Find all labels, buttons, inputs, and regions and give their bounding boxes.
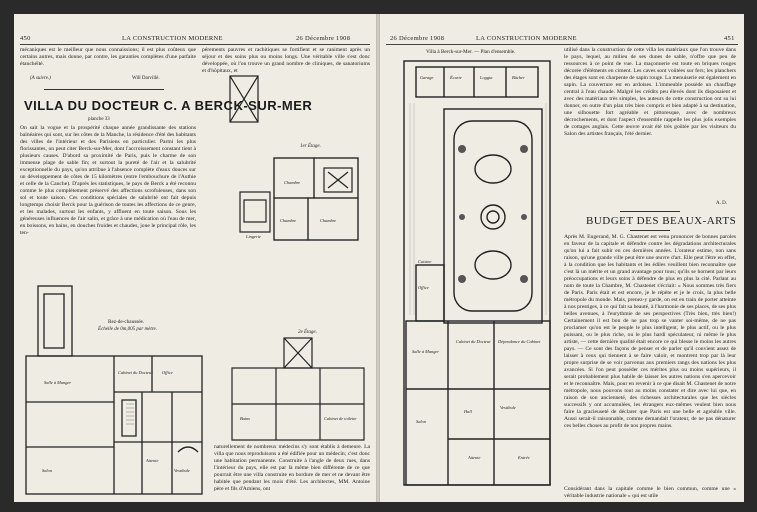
second-floor-label: 2e Étage. <box>298 330 317 335</box>
site-label-salle-a-manger: Salle à Manger <box>412 349 440 354</box>
right-header-rule <box>386 44 738 45</box>
site-label-attente: Attente <box>468 455 481 460</box>
room-label-lingerie: Lingerie <box>246 234 261 239</box>
left-running-title: LA CONSTRUCTION MODERNE <box>122 35 223 42</box>
room-label-cabinet: Cabinet du Docteur <box>118 370 153 375</box>
left-page-number: 450 <box>20 35 31 42</box>
figure-caption: Villa à Berck-sur-Mer. — Plan d'ensemble. <box>426 49 516 55</box>
plate-ref: planche 33 <box>88 117 110 122</box>
site-label-bucher: Bûcher <box>512 75 525 80</box>
room-label-chambre-3: Chambre <box>320 218 337 223</box>
room-label-office: Office <box>162 370 173 375</box>
first-floor-label: 1er Étage. <box>300 144 321 149</box>
site-label-loggia: Loggia <box>480 75 493 80</box>
right-page <box>380 14 744 502</box>
site-label-salon: Salon <box>416 419 427 424</box>
room-label-chambre-2: Chambre <box>280 218 297 223</box>
budget-top-rule <box>620 211 680 212</box>
right-page-number: 451 <box>724 35 735 42</box>
room-label-bains: Bains <box>240 416 251 421</box>
left-page <box>14 14 376 502</box>
article-title: VILLA DU DOCTEUR C. A BERCK-SUR-MER <box>24 98 313 113</box>
site-label-cabinet: Cabinet du Docteur <box>456 339 491 344</box>
ground-floor-scale: Échelle de 0m,005 par mètre. <box>98 327 157 332</box>
left-date: 26 Décembre 1908 <box>296 35 351 42</box>
site-label-entree: Entrée <box>518 455 530 460</box>
first-floor-plan <box>224 72 364 244</box>
second-floor-plan-drawing <box>228 334 368 444</box>
right-column-signature: A. D. <box>716 201 727 206</box>
column-two-text: pérements pauvres et rachitiques se fortifient et se raniment après un séjour et des soins plus ou moins longs. Une véritable ville s'est donc développée, où l'on trouve un grand nombre de cliniques, de sanatoriums et d'hôpitaux, et <box>202 47 370 74</box>
intro-text: mécaniques est le meilleur que nous connaissions; il est plus coûteux que certains autres, mais donne, par contre, les garanties complètes d'une parfaite étanchéité. <box>20 47 196 67</box>
second-floor-plan <box>228 330 368 444</box>
room-label-toilette: Cabinet de toilette <box>324 416 357 421</box>
site-label-cuisine: Cuisine <box>418 259 432 264</box>
room-label-salon: Salon <box>42 468 53 473</box>
site-label-vestibule: Vestibule <box>500 405 516 410</box>
site-plan-drawing <box>402 59 552 489</box>
left-header-rule <box>20 44 370 45</box>
right-running-title: LA CONSTRUCTION MODERNE <box>476 35 577 42</box>
budget-bottom-rule <box>630 230 670 231</box>
site-label-ecurie: Écurie <box>450 75 462 80</box>
room-label-attente: Attente <box>146 458 159 463</box>
article-bottom-text: naturellement de nombreux médecins s'y sont établis à demeure. La villa que nous reproduisons a été édifiée pour un médecin; c'est donc une habitation permanente. Construite à l'angle de deux rues, dans l'intérieur du pays, elle est par là même bien différente de ce que pourrait être une villa construite en bordure de mer et ne devant être habitée que pendant les mois d'été. Les architectes, MM. Antoine père et fils d'Amiens, ont <box>214 444 370 492</box>
intro-signature-right: Will Darvillé. <box>132 76 160 81</box>
site-label-hall: Hall <box>464 409 472 414</box>
room-label-vestibule: Vestibule <box>174 468 190 473</box>
site-label-office: Office <box>418 285 429 290</box>
budget-text-end: Considérant dans la capitale comme le bien commun, comme une « véritable industrie nationale » qui est utile <box>564 486 736 499</box>
room-label-chambre-1: Chambre <box>284 180 301 185</box>
right-column-text: utilisé dans la construction de cette villa les matériaux que l'on trouve dans le pays, lequel, au milieu de ses dunes de sable, n'offre que peu de ressources à ce point de vue. La maçonnerie est toute en briques rouges décorée d'éléments en ciment. Les caves sont voûtées sur fers; les planchers des étages sont en charpente de sapin rouge. La menuiserie est également en sapin. La couverture est en ardoises. L'immeuble possède un chauffage central à l'eau chaude. Malgré les crédits peu élevés dont ils disposaient et avec des matériaux très simples, les auteurs de cette construction ont su lui donner, en outre d'un plan très bien compris et bien adapté à sa destination, une silhouette fort agréable et pittoresque, avec de nombreux décrochements, et dont l'aspect d'ensemble rappelle les plus jolis exemples de cottages anglais. Cette œuvre avait été très goûtée par les visiteurs du Salon des artistes français, l'été dernier. <box>564 47 736 137</box>
title-top-rule <box>44 89 164 90</box>
room-label-salle-a-manger: Salle à Manger <box>44 380 72 385</box>
site-label-garage: Garage <box>420 75 434 80</box>
ground-floor-label: Rez-de-chaussée. <box>108 319 145 325</box>
ground-floor-plan-drawing <box>22 282 208 498</box>
budget-text: Après M. Engerand, M. G. Chastenet est venu prononcer de bonnes paroles en faveur de la capitale et défendre contre les dégradations architecturales qu'on lui a fait subir en ces dernières années. L'orateur estime, non sans raison, qu'une grande ville peut être une œuvre d'art. Elle peut l'être en effet, à la condition que les habitants et les édiles veuillent bien reconnaître que c'est là un mérite et un grand avantage pour tous; qu'ils se hornent par leurs préoccupations et leurs soins à défendre de plus en plus la cité. Parlant au nom de toute la Chambre, M. Chastenet s'écriait: « Nous sommes très fiers de Paris. Paris était et est encore, je le répète et je le crois, la plus belle métropole du monde. Mais, prenez-y garde, on est en train de porter atteinte à nos prestiges, à ce qui fait sa beauté, à l'harmonie de ses places, de ses plus belles avenues, à l'eurythmie de ses perspectives (Très bien, très bien!) Certainement il est bon de ne pas trop se vanter soi-même, de ne pas proclamer qu'on est le peuple le plus intelligent, le plus actif, ou le plus puissant, ou le plus riche, ou le plus hardi spéculateur, ni même le plus artiste, — cette dernière qualité était encore ce qui blesse le moins les autres pays. — Ce sont des façons de penser et de parler qu'il convient assez de laisser à ceux qui tiennent à se faire valoir, et montrent trop par là leur propre surprise de se voir parvenus aux premiers rangs des nations les plus avancées. Si l'on peut posséder ces mérites plus ou moins supérieurs, il serait probablement plus habile de laisser les autres nations s'en apercevoir et le reconnaître. Mais, pour en revenir à ce que disait M. Chastenet de notre métropole, nous pouvons tout au moins constater et dire avec lui que, en raison de son ancienneté, des richesses architecturales que les siècles successifs y ont accumulées, les étrangers eux-mêmes veulent bien nous faire la gracieuseté de déclarer que Paris est une belle et agréable ville. Aussi serait-il raisonnable, comme demandait l'orateur, de ne pas dénaturer ces belles choses au profit de nos propres mains. <box>564 234 736 429</box>
budget-title: BUDGET DES BEAUX-ARTS <box>586 215 737 227</box>
site-plan <box>402 59 552 489</box>
ground-floor-plan <box>22 282 208 498</box>
intro-signature-left: (A suivre.) <box>30 76 51 81</box>
site-label-dependance: Dépendance du Cabinet <box>498 339 541 344</box>
article-body: On sait la vogue et la prospérité chaque année grandissante des stations balnéaires qui sont, sur les côtes de la Manche, la résidence d'été des habitants des villes de l'intérieur et des Parisiens en particulier. Parmi les plus florissantes, on peut citer Berck-sur-Mer, dont l'accroissement constant tient à plusieurs causes. D'abord sa proximité de Paris, puis le charme de son immense plage de sable fin; et surtout la pureté de l'air et la salubrité exceptionnelle du pays, qu'on attribue à l'absence complète d'eaux douces sur un développement de côtes de 15 kilomètres (entre l'embouchure de l'Authie et celle de la Canche). D'après les statistiques, le pays de Berck a été reconnu comme le plus complètement préservé des affections scrofuleuses, dans son sol et toute saison. Ces conditions spéciales de salubrité ont fait depuis longtemps choisir Berck pour la guérison de toutes les affections de ce genre, et les malades, surtout les enfants, y affluent en toute saison. Sous les généreuses influences de l'air salin, et grâce à une médication où l'eau de mer, en boissons, en bains, en douches froides et chaudes, joue le principal rôle, les ten- <box>20 125 196 236</box>
right-date: 26 Décembre 1908 <box>390 35 445 42</box>
